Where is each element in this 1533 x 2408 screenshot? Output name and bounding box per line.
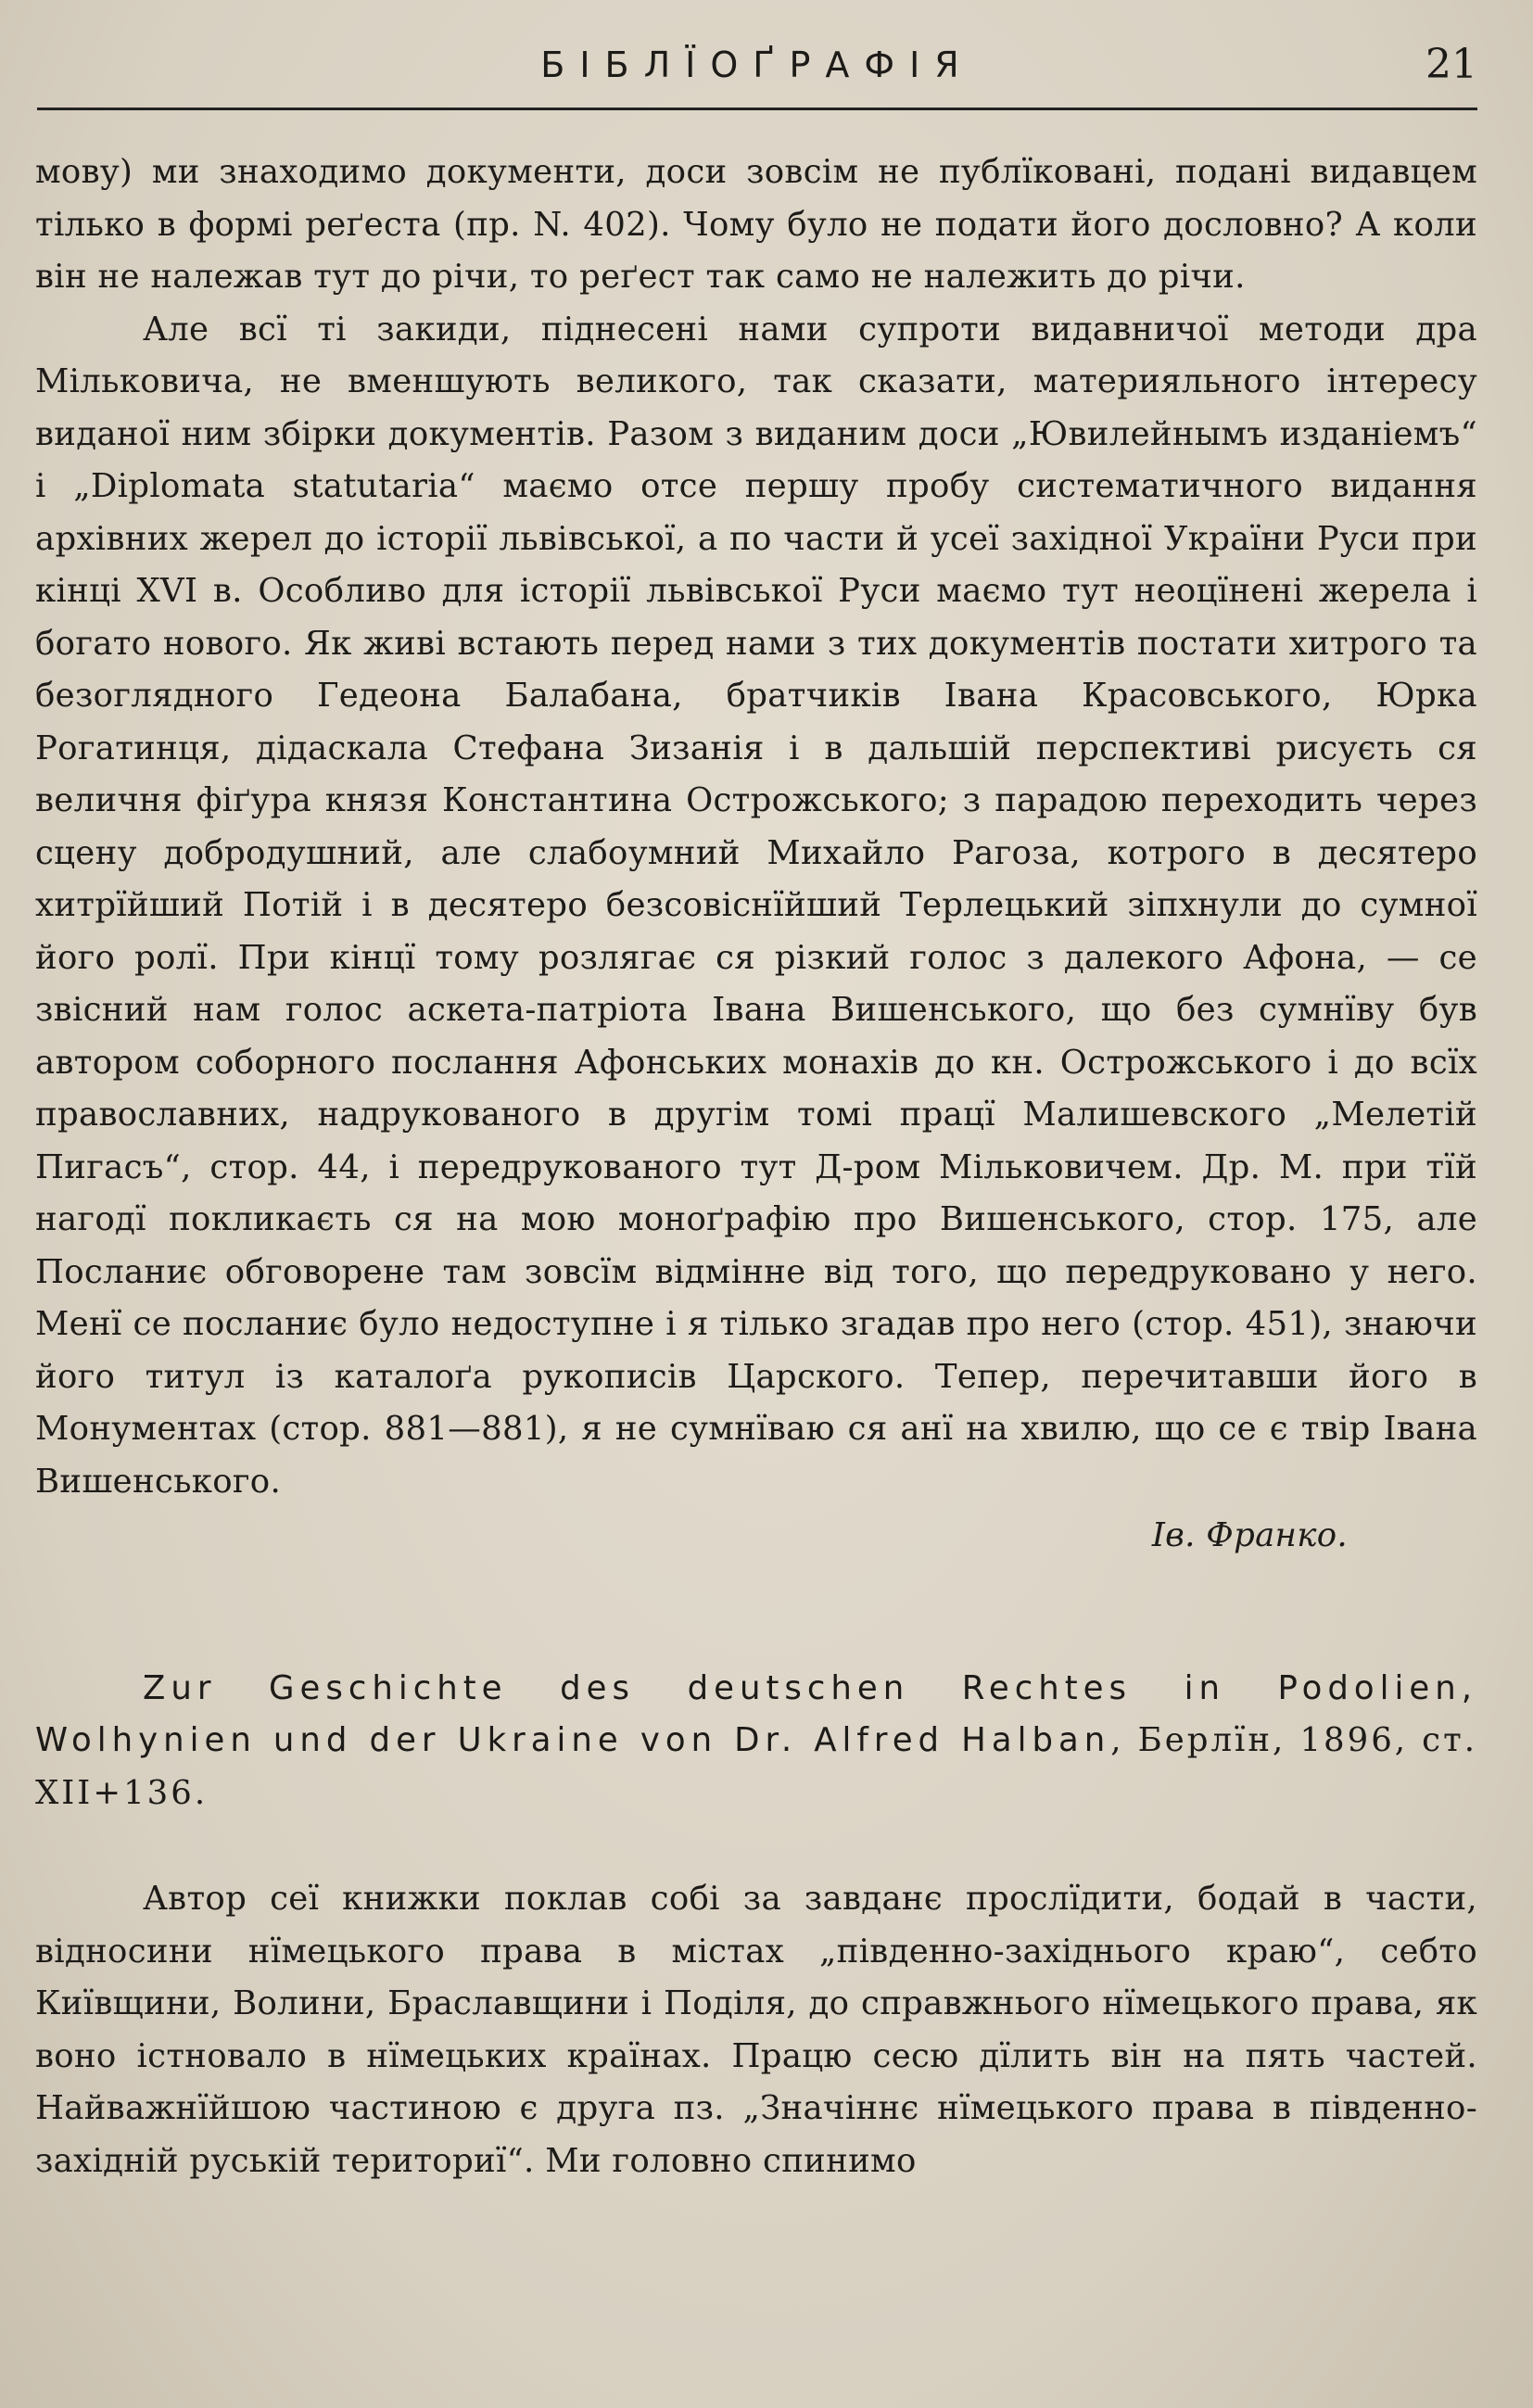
review2-paragraph-1: Автор сеї книжки поклав собі за завданє прослїдити, бодай в части, відносини нїмецького права в містах „південно-західнього краю“, себто Київщини, Волини, Браславщини і Поділя, до справжнього нїмецького права, як воно істновало в нїмецьких краïнах. Працю сесю дїлить він на пять частей. Найважнїйшою частиною є друга пз. „Значіннє нїмецького права в південно-західній руській териториї“. Ми головно спинимо: [35, 1880, 1477, 2180]
review1-paragraph-1: мову) ми знаходимо документи, доси зовсім не публїковані, подані видавцем тілько в формі реґеста (пр. N. 402). Чому було не подати його дословно? А коли він не належав тут до річи, то реґест так само не належить до річи.: [35, 153, 1477, 296]
header-rule: [37, 108, 1477, 110]
review1-paragraph-2: Але всї ті закиди, піднесені нами супроти видавничої методи дра Мільковича, не вменшують великого, так сказати, материяльного інтересу виданої ним збірки документів. Разом з виданим доси „Ювилейнымъ изданіемъ“ і „Diplomata statutaria“ маємо отсе першу пробу систематичного видання архівних жерел до історії львівської, а по части й усеї західної України Руси при кінці XVI в. Особливо для історії львівської Руси маємо тут неоцїнені жерела і богато нового. Як живі встають перед нами з тих документів постати хитрого та безоглядного Гедеона Балабана, братчиків Івана Красовського, Юрка Рогатинця, дідаскала Стефана Зизанія і в дальшій перспективі рисуєть ся величня фіґура князя Константина Острожського; з парадою переходить через сцену добродушний, але слабоумний Михайло Рагоза, котрого в десятеро хитрїйший Потій і в десятеро безсовіснїйший Терлецький зіпхнули до сумної його ролї. При кінцї тому розлягає ся різкий голос з далекого Афона, — се звісний нам голос аскета-патріота Івана Вишенського, що без сумнїву був автором соборного послання Афонських монахів до кн. Острожського і до всїх православних, надрукованого в другім томі працї Малишевского „Мелетій Пигасъ“, стор. 44, і передрукованого тут Д-ром Мільковичем. Др. М. при тїй нагодї покликаєть ся на мою моноґрафію про Вишенського, стор. 175, але Посланиє обговорене там зовсїм відмінне від того, що передруковано у него. Менї се посланиє було недоступне і я тілько згадав про него (стор. 451), знаючи його титул із каталоґа рукописів Царского. Тепер, перечитавши його в Монументах (стор. 881—881), я не сумнїваю ся анї на хвилю, що се є твір Івана Вишенського.: [35, 310, 1477, 1501]
review1-signature: Ів. Франко.: [1151, 1516, 1348, 1554]
page-header: [37, 33, 1477, 117]
review2-title-german: Zur Geschichte des deutschen Rechtes in Podolien, Wolhynien und der Ukraine von Dr. Alfred Halban: [35, 1668, 1477, 1759]
section-gap: [35, 1563, 1477, 1663]
section-gap-small: [35, 1819, 1477, 1873]
running-title: БІБЛЇОҐРАФІЯ: [540, 44, 974, 85]
page-body: [35, 146, 1477, 2187]
page-number: 21: [1425, 41, 1477, 88]
review2-title-imprint: , Берлїн, 1896, ст. XII+136.: [35, 1721, 1477, 1812]
review2-title: [35, 1663, 1477, 1820]
